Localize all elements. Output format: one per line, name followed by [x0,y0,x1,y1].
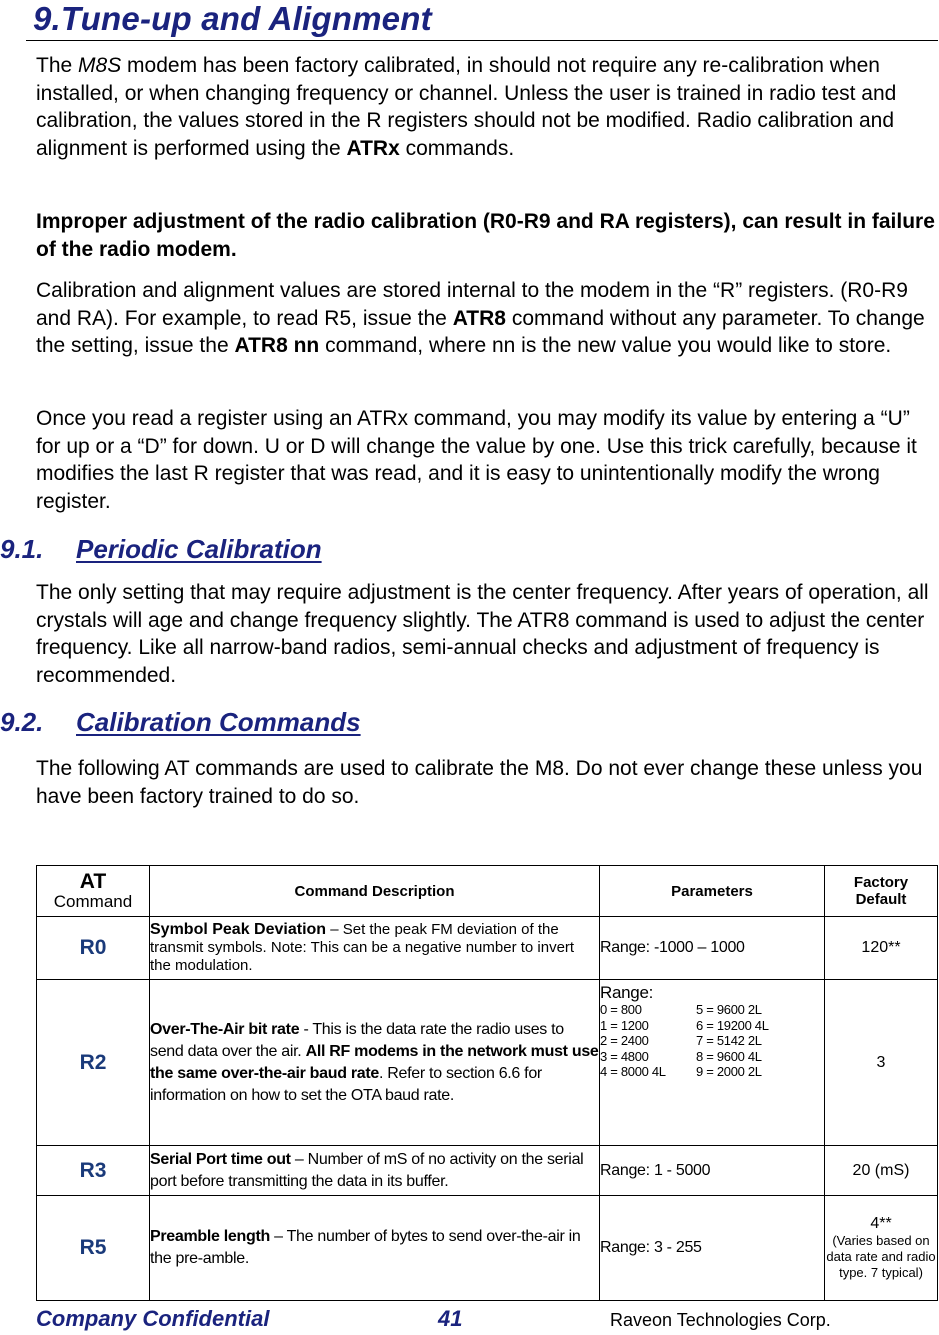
default-cell: 20 (mS) [825,1146,938,1196]
command-cell: R0 [37,917,150,980]
command-cell: R5 [37,1196,150,1301]
description-cell: Symbol Peak Deviation – Set the peak FM deviation of the transmit symbols. Note: This can be a negative number to invert the modulation. [150,917,600,980]
model-name: M8S [78,54,122,77]
section-heading [33,0,432,38]
parameters-cell: Range: 0 = 800 5 = 9600 2L 1 = 1200 6 = 19200 4L 2 = 2400 7 = 5142 2L 3 = 4800 8 = 9600 4L 4 = 8000 4L 9 = 2000 2L [600,980,825,1146]
table-row [37,1196,938,1301]
parameters-cell: Range: -1000 – 1000 [600,917,825,980]
header-parameters: Parameters [600,866,825,917]
warning-paragraph: Improper adjustment of the radio calibration (R0-R9 and RA registers), can result in failure of the radio modem. [36,210,935,261]
intro-paragraph: The M8S modem has been factory calibrated, in should not require any re-calibration when installed, or when changing frequency or channel. Unless the user is trained in radio test and calibration, the values stored in the R registers should not be modified. Radio calibration and alignment is performed using the ATRx commands. [36,54,897,160]
header-factory-default: Factory Default [825,866,938,917]
description-cell: Preamble length – The number of bytes to send over-the-air in the pre-amble. [150,1196,600,1301]
heading-rule [26,40,938,41]
default-cell: 3 [825,980,938,1146]
command-ref: ATRx [346,136,400,160]
updown-paragraph: Once you read a register using an ATRx command, you may modify its value by entering a “U” for up or a “D” for down. U or D will change the value by one. Use this trick carefully, because it modifies the last R register that was read, and it is easy to unintentionally modify the wrong register. [36,407,917,513]
default-cell: 4** (Varies based on data rate and radio type. 7 typical) [825,1196,938,1301]
command-cell: R3 [37,1146,150,1196]
footer-page-number: 41 [438,1306,463,1331]
parameters-cell: Range: 3 - 255 [600,1196,825,1301]
section-number: 9. [33,0,61,37]
command-cell: R2 [37,980,150,1146]
subsection-heading-periodic: 9.1. Periodic Calibration [0,534,322,564]
footer-confidential: Company Confidential [36,1306,270,1331]
header-at-command: AT Command [37,866,150,917]
table-row [37,917,938,980]
parameters-cell: Range: 1 - 5000 [600,1146,825,1196]
description-cell: Serial Port time out – Number of mS of no activity on the serial port before transmitting the data in its buffer. [150,1146,600,1196]
periodic-paragraph: The only setting that may require adjustment is the center frequency. After years of operation, all crystals will age and change frequency slightly. The ATR8 command is used to adjust the center frequency. Like all narrow-band radios, semi-annual checks and adjustment of frequency is recommended. [36,581,929,687]
table-row [37,1146,938,1196]
subsection-heading-commands: 9.2. Calibration Commands [0,707,361,737]
description-cell: Over-The-Air bit rate - This is the data rate the radio uses to send data over the air. All RF modems in the network must use the same over-the-air baud rate. Refer to section 6.6 for information on how to set the OTA baud rate. [150,980,600,1146]
commands-paragraph: The following AT commands are used to calibrate the M8. Do not ever change these unless you have been factory trained to do so. [36,757,923,808]
section-title: Tune-up and Alignment [60,0,432,37]
table-row [37,980,938,1146]
header-description: Command Description [150,866,600,917]
footer-company: Raveon Technologies Corp. [610,1310,831,1330]
calibration-table [36,865,938,1301]
registers-paragraph: Calibration and alignment values are stored internal to the modem in the “R” registers. (R0-R9 and RA). For example, to read R5, issue the ATR8 command without any parameter. To change the setting, issue the ATR8 nn command, where nn is the new value you would like to store. [36,279,925,357]
range-list: 0 = 800 5 = 9600 2L 1 = 1200 6 = 19200 4L 2 = 2400 7 = 5142 2L 3 = 4800 8 = 9600 4L 4 = 8000 4L 9 = 2000 2L [600,1002,769,1080]
default-cell: 120** [825,917,938,980]
table-header-row [37,866,938,917]
